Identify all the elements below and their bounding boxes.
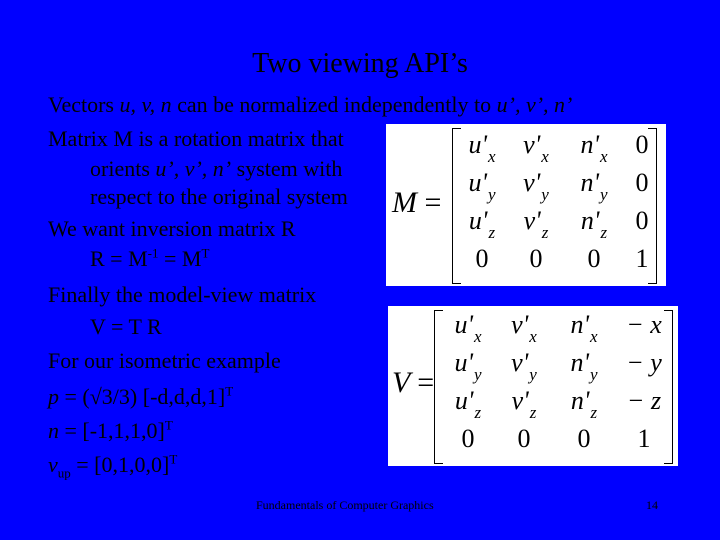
matrix-cell: [614, 170, 670, 196]
cell-symbol: 0: [475, 244, 489, 273]
cell-subscript: y: [600, 185, 608, 204]
text: R = M: [90, 246, 148, 271]
matrix-cell: [556, 386, 612, 422]
matrix-cell: [616, 388, 672, 414]
text: n: [48, 418, 59, 443]
cell-subscript: z: [590, 403, 598, 422]
cell-subscript: x: [474, 327, 482, 346]
equation-v: [90, 316, 162, 338]
text: Matrix M is a rotation matrix that: [48, 126, 344, 151]
cell-symbol: u': [468, 168, 487, 197]
matrix-cell: [454, 246, 510, 272]
cell-symbol: n': [570, 310, 589, 339]
matrix-cell: [440, 386, 496, 422]
cell-symbol: v': [511, 348, 529, 377]
matrix-cell: [616, 426, 672, 452]
bullet-isometric: [48, 350, 281, 372]
cell-subscript: z: [600, 223, 608, 242]
superscript: T: [225, 383, 234, 399]
footer-text: Fundamentals of Computer Graphics: [256, 498, 434, 512]
cell-symbol: − x: [626, 310, 662, 339]
cell-symbol: u': [454, 386, 474, 415]
cell-subscript: y: [541, 185, 549, 204]
matrix-cell: [496, 348, 552, 384]
matrix-cell: [614, 208, 670, 234]
matrix-cell: [496, 386, 552, 422]
text: can be normalized independently to: [171, 92, 497, 117]
cell-subscript: z: [529, 403, 537, 422]
cell-symbol: v': [523, 130, 541, 159]
bullet-vectors: [48, 94, 572, 116]
superscript: -1: [147, 245, 159, 261]
cell-symbol: u': [468, 206, 488, 235]
cell-subscript: x: [600, 147, 608, 166]
matrix-cell: [508, 130, 564, 166]
cell-symbol: u': [454, 310, 473, 339]
superscript: T: [164, 417, 173, 433]
cell-symbol: n': [570, 386, 590, 415]
matrix-cell: [508, 168, 564, 204]
matrix-cell: [614, 132, 670, 158]
slide-title: Two viewing API’s: [252, 48, 468, 79]
cell-symbol: u': [468, 130, 487, 159]
cell-subscript: y: [474, 365, 482, 384]
matrix-cell: [556, 348, 612, 384]
text: u’, v’, n’: [496, 92, 573, 117]
text: V = T R: [90, 314, 162, 339]
superscript: T: [201, 245, 210, 261]
matrix-v-label: [392, 366, 434, 400]
cell-symbol: 0: [461, 424, 475, 453]
equation-r: [90, 245, 210, 271]
cell-symbol: v': [511, 310, 529, 339]
text: = M: [158, 246, 202, 271]
cell-symbol: 1: [637, 424, 651, 453]
bullet-modelview: [48, 284, 316, 306]
text: Finally the model-view matrix: [48, 282, 317, 307]
cell-subscript: x: [590, 327, 598, 346]
matrix-cell: [454, 130, 510, 166]
bullet-orients: [90, 158, 342, 180]
cell-symbol: v': [511, 386, 529, 415]
cell-subscript: x: [541, 147, 549, 166]
bullet-matrix-m: [48, 128, 344, 150]
equation-n: [48, 417, 173, 443]
text: system with: [231, 156, 343, 181]
cell-symbol: 0: [635, 130, 649, 159]
cell-subscript: z: [474, 403, 482, 422]
text: For our isometric example: [48, 348, 281, 373]
text: p: [48, 384, 59, 409]
cell-symbol: v': [523, 168, 541, 197]
bullet-inversion: [48, 218, 296, 240]
cell-symbol: 0: [577, 424, 591, 453]
cell-subscript: x: [529, 327, 537, 346]
cell-symbol: n': [570, 348, 589, 377]
cell-subscript: y: [529, 365, 537, 384]
cell-symbol: 0: [635, 206, 649, 235]
equation-p: [48, 383, 234, 409]
superscript: T: [169, 451, 178, 467]
symbol: M: [392, 186, 417, 219]
matrix-cell: [454, 168, 510, 204]
matrix-cell: [508, 246, 564, 272]
cell-symbol: − y: [626, 348, 662, 377]
text: u’, v’, n’: [155, 156, 232, 181]
text: = [-1,1,1,0]: [59, 418, 165, 443]
cell-subscript: z: [488, 223, 496, 242]
cell-subscript: x: [488, 147, 496, 166]
matrix-cell: [454, 206, 510, 242]
text: = [0,1,0,0]: [70, 452, 170, 477]
cell-symbol: 1: [635, 244, 649, 273]
matrix-cell: [440, 426, 496, 452]
equals: =: [417, 366, 435, 399]
matrix-cell: [616, 312, 672, 338]
equals: =: [424, 186, 442, 219]
cell-symbol: 0: [587, 244, 601, 273]
cell-subscript: y: [590, 365, 598, 384]
symbol: V: [392, 366, 410, 399]
text: u, v, n: [119, 92, 172, 117]
text: = (√3/3) [-d,d,d,1]: [59, 384, 226, 409]
matrix-m-label: [392, 186, 441, 220]
cell-symbol: n': [580, 130, 599, 159]
bullet-respect: [90, 186, 348, 208]
cell-subscript: y: [488, 185, 496, 204]
text: orients: [90, 156, 156, 181]
text: v: [48, 452, 58, 477]
subscript: up: [57, 465, 71, 481]
cell-symbol: 0: [529, 244, 543, 273]
matrix-cell: [508, 206, 564, 242]
cell-symbol: − z: [626, 386, 662, 415]
matrix-cell: [496, 426, 552, 452]
cell-subscript: z: [541, 223, 549, 242]
cell-symbol: 0: [517, 424, 531, 453]
page-number: 14: [646, 498, 658, 512]
matrix-cell: [440, 348, 496, 384]
equation-vup: [48, 451, 178, 481]
cell-symbol: u': [454, 348, 473, 377]
matrix-cell: [440, 310, 496, 346]
cell-symbol: v': [523, 206, 541, 235]
cell-symbol: n': [580, 206, 600, 235]
matrix-v-image: [388, 306, 678, 466]
text: respect to the original system: [90, 184, 348, 209]
matrix-cell: [616, 350, 672, 376]
matrix-cell: [496, 310, 552, 346]
text: Vectors: [48, 92, 120, 117]
matrix-cell: [556, 310, 612, 346]
matrix-m-image: [386, 124, 666, 286]
matrix-cell: [614, 246, 670, 272]
cell-symbol: 0: [635, 168, 649, 197]
text: We want inversion matrix R: [48, 216, 296, 241]
cell-symbol: n': [580, 168, 599, 197]
matrix-cell: [556, 426, 612, 452]
